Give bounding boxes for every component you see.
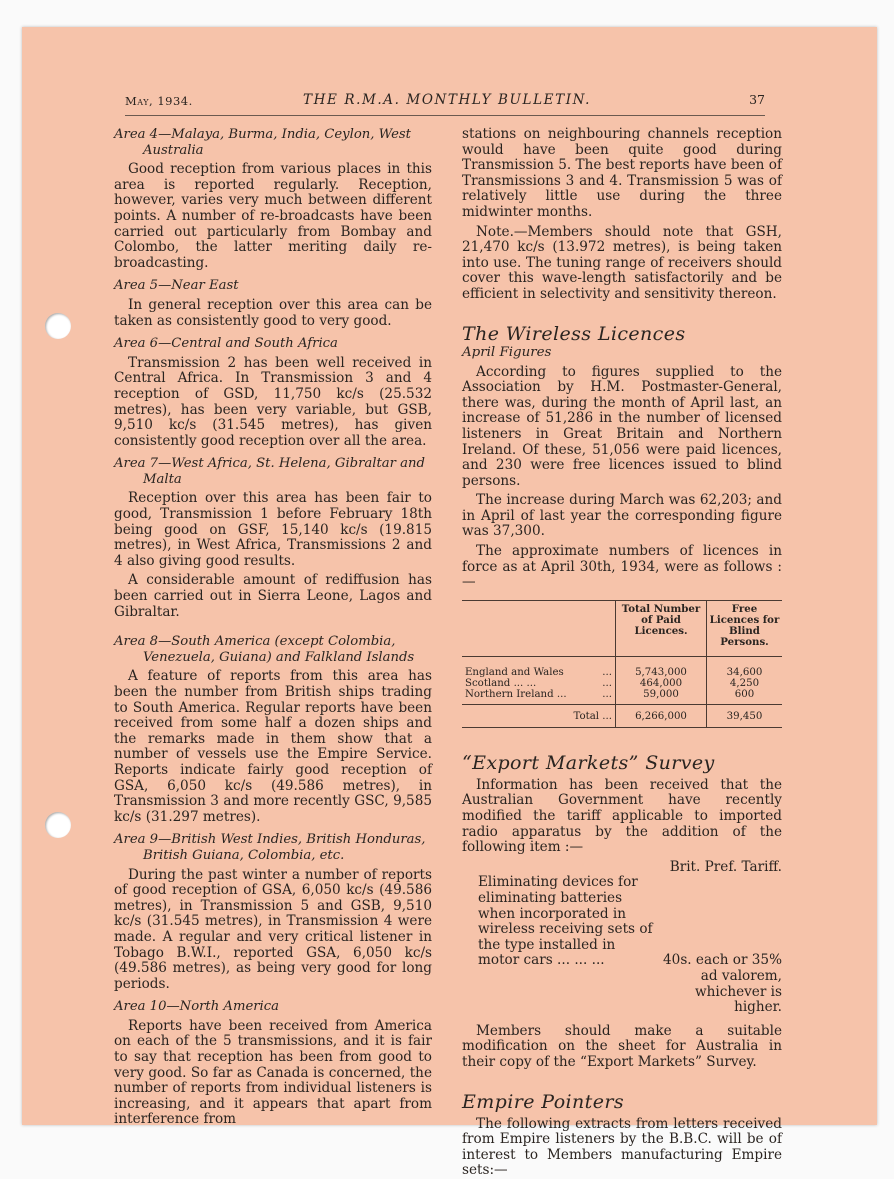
table-row <box>462 689 782 705</box>
paid-value: 5,743,000 <box>616 667 707 678</box>
licences-table <box>462 600 782 728</box>
area-6-heading: Area 6—Central and South Africa <box>114 336 338 352</box>
export-markets-title: “Export Markets” Survey <box>462 751 715 774</box>
empire-pointers-title: Empire Pointers <box>462 1090 624 1113</box>
area-7-text-2: A considerable amount of rediffusion has been carried out in Sierra Leone, Lagos and Gibraltar. <box>114 572 432 620</box>
tariff-item <box>462 875 782 953</box>
total-free: 39,450 <box>707 704 783 727</box>
leader-dots: ... <box>602 677 612 689</box>
tariff-item-description: Eliminating devices for eliminating batteries when incorporated in wireless receiving sets of the type installed in <box>478 874 653 953</box>
area-10-heading: Area 10—North America <box>114 999 280 1015</box>
left-column <box>114 127 432 1128</box>
region-name: England and Wales <box>465 666 564 678</box>
region-name: Northern Ireland ... <box>465 688 567 700</box>
free-value: 34,600 <box>707 667 783 678</box>
area-4-heading: Area 4—Malaya, Burma, India, Ceylon, West Australia <box>114 127 411 158</box>
area-8-heading: Area 8—South America (except Colombia, Venezuela, Guiana) and Falkland Islands <box>114 634 415 665</box>
page-header <box>125 91 765 116</box>
header-title: THE R.M.A. MONTHLY BULLETIN. <box>303 92 592 108</box>
table-total-row <box>462 704 782 727</box>
total-paid: 6,266,000 <box>616 704 707 727</box>
table-header-free: Free Licences for Blind Persons. <box>707 600 783 656</box>
tariff-item-last-line: motor cars ... ... ... <box>478 952 605 969</box>
area-7-text-1: Reception over this area has been fair to good, Transmission 1 before February 18th being good on GSF, 15,140 kc/s (19.815 metres), in West Africa, Transmissions 2 and 4 also giving good results. <box>114 490 432 569</box>
total-label: Total ... <box>573 710 612 722</box>
leader-dots: ... <box>602 688 612 700</box>
table-header-paid: Total Number of Paid Licences. <box>616 600 707 656</box>
area-9-heading: Area 9—British West Indies, British Honduras, British Guiana, Colombia, etc. <box>114 832 426 863</box>
area-4-text: Good reception from various places in this area is reported regularly. Reception, however, varies very much between different points. A number of re-broadcasts have been carried out particularly from Bombay and Colombo, the latter meriting daily re-broadcasting. <box>114 161 432 271</box>
punch-hole-top <box>45 313 71 339</box>
empire-paragraph-1: The following extracts from letters received from Empire listeners by the B.B.C. will be of interest to Members manufacturing Empire sets:— <box>462 1115 782 1179</box>
table-row <box>462 667 782 678</box>
right-column <box>462 127 782 1179</box>
licences-paragraph-2: The increase during March was 62,203; and in April of last year the corresponding figure was 37,300. <box>462 492 782 540</box>
paid-value: 59,000 <box>616 689 707 705</box>
april-figures-subtitle: April Figures <box>462 344 552 360</box>
area-9-text: During the past winter a number of reports of good reception of GSA, 6,050 kc/s (49.586 metres), in Transmission 5 and GSB, 9,510 kc/s (31.545 metres), in Transmission 4 were made. A regular and very critical listener in Tobago B.W.I., reported GSA, 6,050 kc/s (49.586 metres), as being very good for long periods. <box>114 866 432 992</box>
area-7-heading: Area 7—West Africa, St. Helena, Gibraltar and Malta <box>114 456 425 487</box>
tariff-rate: 40s. each or 35% ad valorem, whichever is higher. <box>663 952 782 1016</box>
area-10-text: Reports have been received from America on each of the 5 transmissions, and it is fair to say that reception has been from good to very good. So far as Canada is concerned, the number of reports from individual listeners is increasing, and it appears that apart from interference from <box>114 1017 432 1128</box>
note-text: Note.—Members should note that GSH, 21,470 kc/s (13.972 metres), is being taken into use. The tuning range of receivers should cover this wave-length satisfactorily and be efficient in selectivity and sensitivity thereon. <box>462 223 782 302</box>
free-value: 4,250 <box>707 678 783 689</box>
area-5-heading: Area 5—Near East <box>114 278 239 294</box>
licences-paragraph-1: According to figures supplied to the Association by H.M. Postmaster-General, there was, during the month of April last, an increase of 51,286 in the number of licensed listeners in Great Britain and Northern Ireland. Of these, 51,056 were paid licences, and 230 were free licences issued to blind persons. <box>462 363 782 489</box>
leader-dots: ... <box>602 666 612 678</box>
free-value: 600 <box>707 689 783 705</box>
export-paragraph-1: Information has been received that the Australian Government have recently modified the tariff applicable to imported radio apparatus by the addition of the following item :— <box>462 776 782 856</box>
area-6-text: Transmission 2 has been well received in Central Africa. In Transmission 3 and 4 reception of GSD, 11,750 kc/s (25.532 metres), has been very variable, but GSB, 9,510 kc/s (31.545 metres), has given consistently good reception over all the area. <box>114 354 432 449</box>
page-number: 37 <box>749 92 765 107</box>
area-8-text: A feature of reports from this area has been the number from British ships trading to South America. Regular reports have been received from some half a dozen ships and the remarks made in them show that a number of vessels use the Empire Service. Reports indicate fairly good reception of GSA, 6,050 kc/s (49.586 metres), in Transmission 3 and more recently GSC, 9,585 kc/s (31.297 metres). <box>114 668 432 825</box>
licences-paragraph-3: The approximate numbers of licences in force as at April 30th, 1934, were as follows :— <box>462 543 782 591</box>
area-5-text: In general reception over this area can be taken as consistently good to very good. <box>114 296 432 329</box>
continued-text: stations on neighbouring channels reception would have been quite good during Transmission 5. The best reports have been of Transmissions 3 and 4. Transmission 5 was of relatively little use during the three midwinter months. <box>462 126 782 220</box>
region-name: Scotland ... ... <box>465 677 537 689</box>
paid-value: 464,000 <box>616 678 707 689</box>
tariff-heading: Brit. Pref. Tariff. <box>669 858 782 875</box>
table-header-blank <box>462 600 616 656</box>
header-date: May, 1934. <box>125 94 193 108</box>
table-row <box>462 678 782 689</box>
wireless-licences-title: The Wireless Licences <box>462 322 686 345</box>
export-paragraph-2: Members should make a suitable modification on the sheet for Australia in their copy of the “Export Markets” Survey. <box>462 1022 782 1070</box>
punch-hole-bottom <box>45 812 71 838</box>
